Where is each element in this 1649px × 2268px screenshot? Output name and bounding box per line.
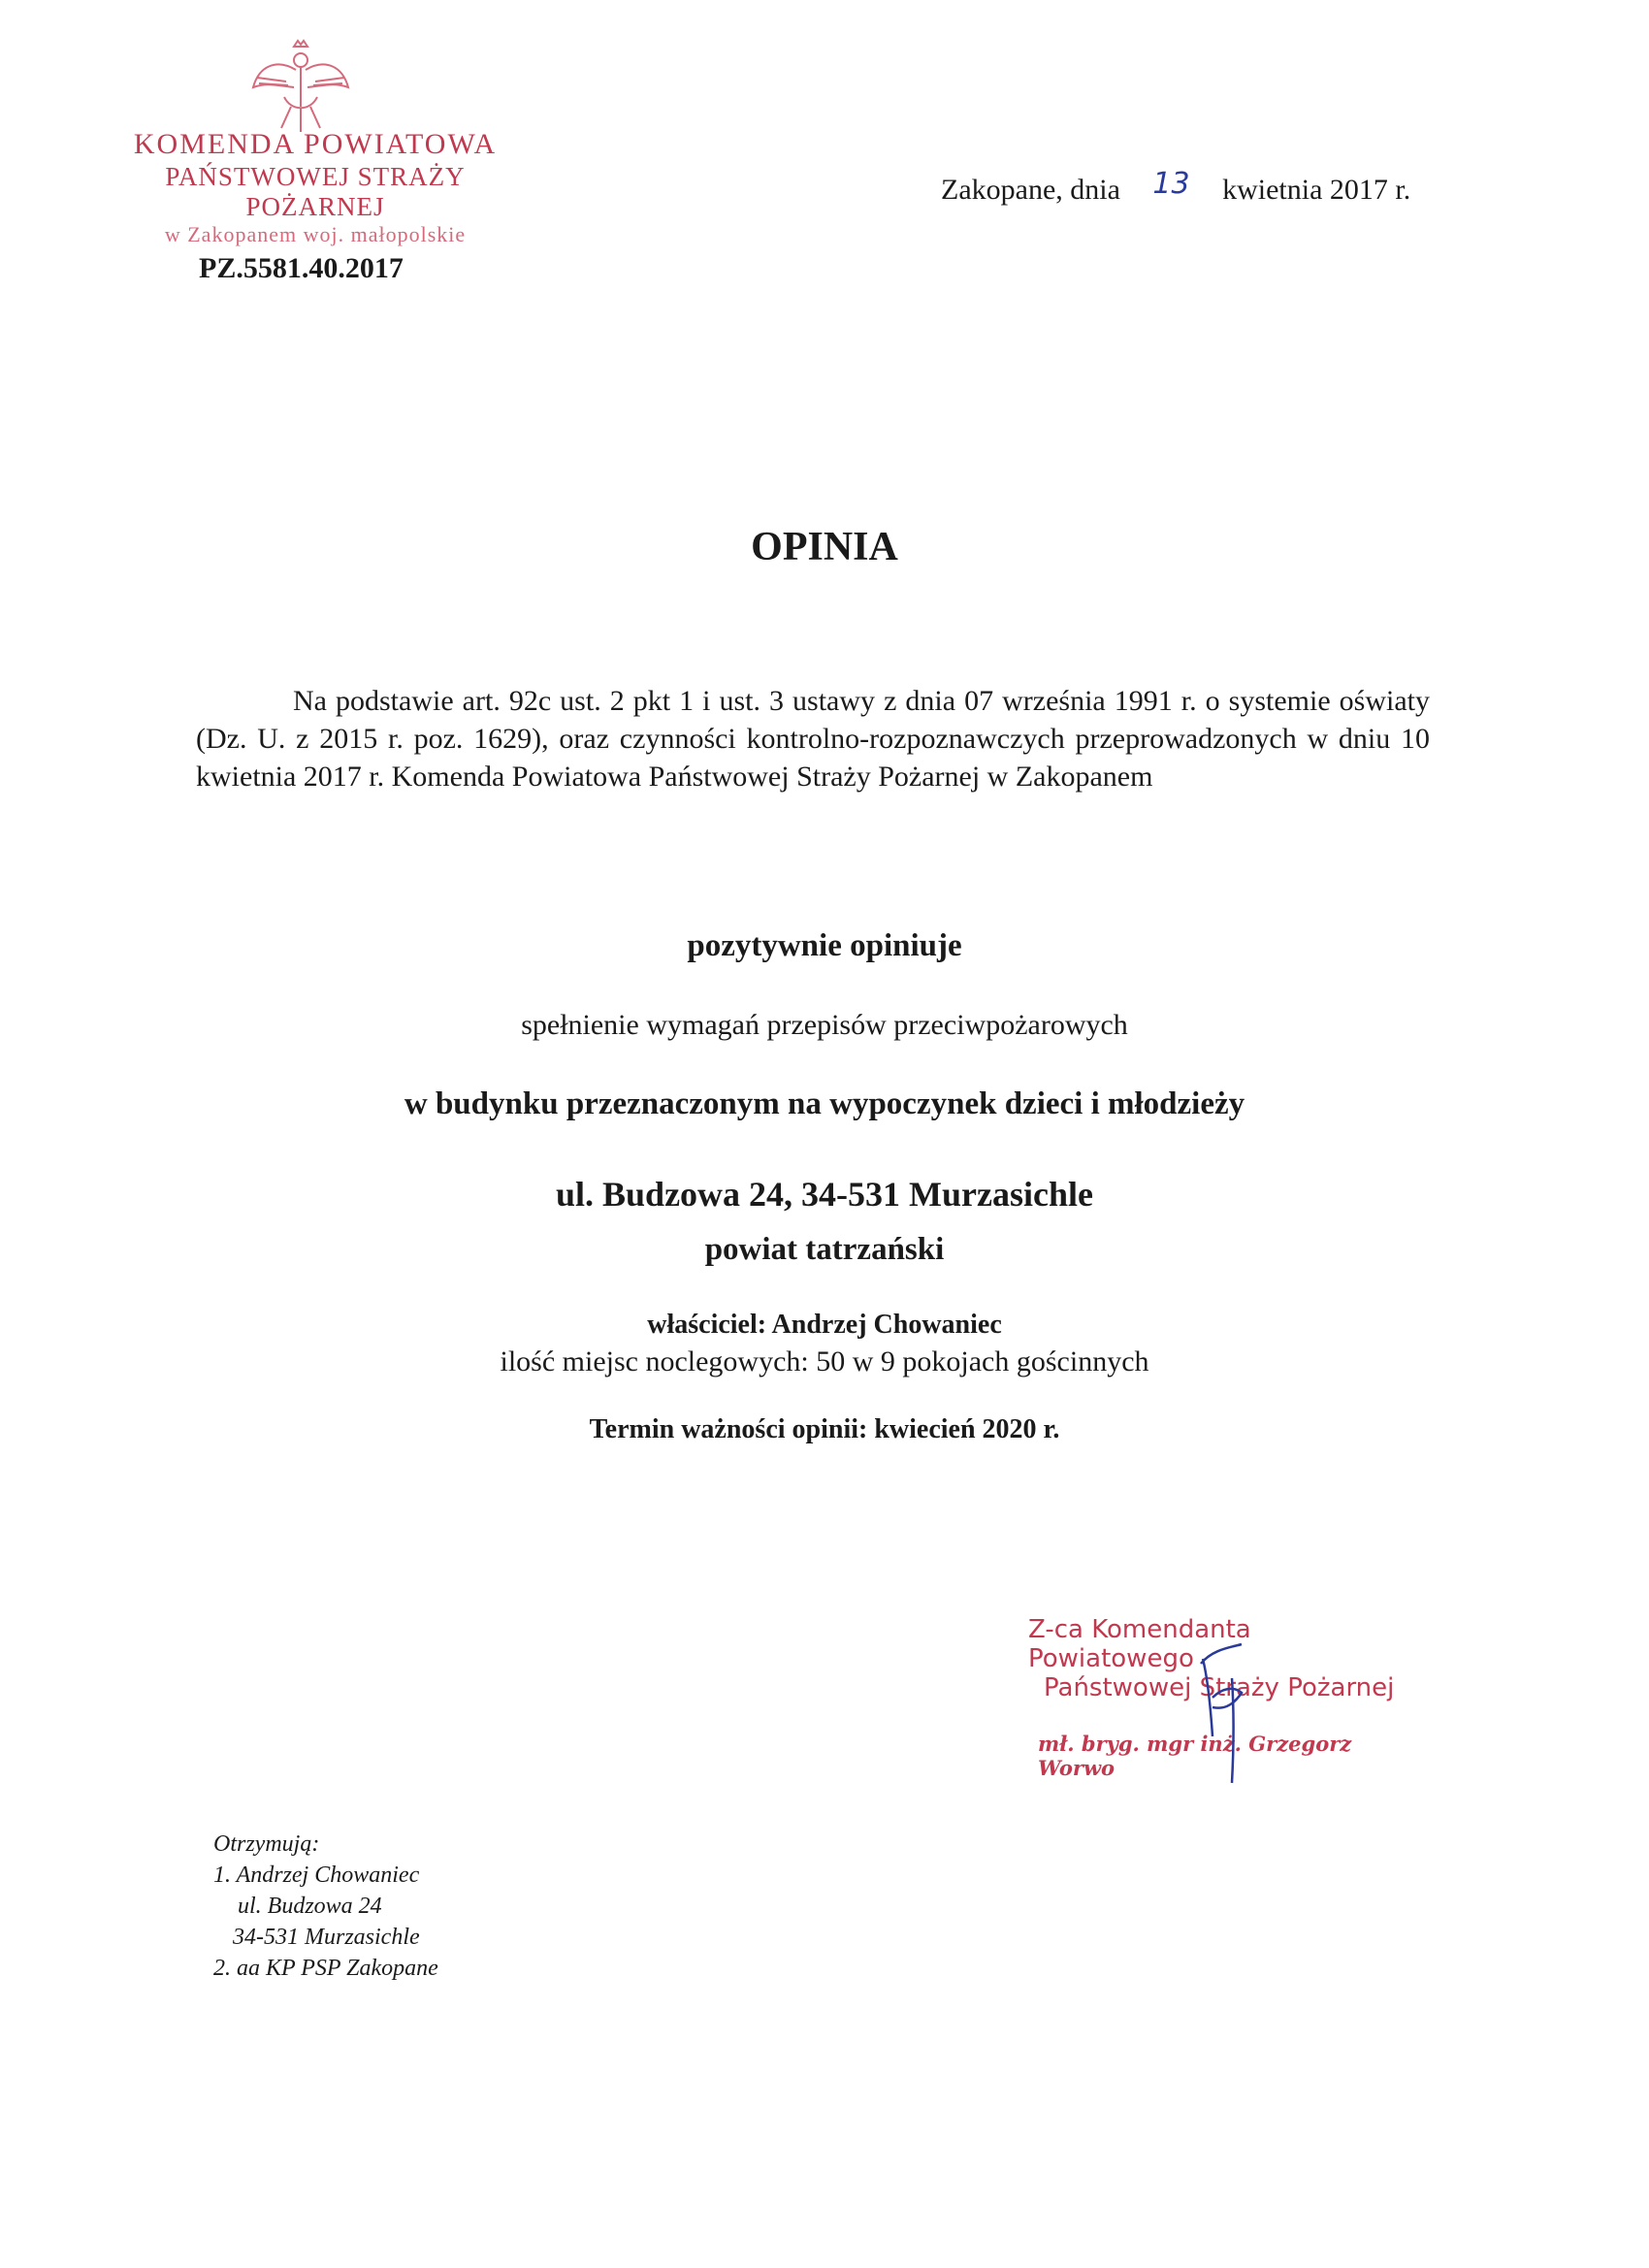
- reference-number: PZ.5581.40.2017: [199, 252, 404, 284]
- requirement-text: spełnienie wymagań przepisów przeciwpożarowych: [521, 1009, 1128, 1041]
- decision-text: pozytywnie opiniuje: [687, 928, 962, 963]
- date-suffix: kwietnia 2017 r.: [1222, 174, 1411, 206]
- address-text: ul. Budzowa 24, 34-531 Murzasichle: [556, 1175, 1093, 1214]
- signature-line-3: mł. bryg. mgr inż. Grzegorz Worwo: [1038, 1732, 1352, 1780]
- date-day-handwritten: 13: [1152, 167, 1190, 201]
- handwritten-signature: [1174, 1639, 1271, 1785]
- beds-text: ilość miejsc noclegowych: 50 w 9 pokojach gościnnych: [500, 1345, 1149, 1377]
- date-line: [941, 167, 1411, 207]
- recipients-list: [213, 1829, 438, 1984]
- eagle-emblem-icon: [247, 39, 354, 136]
- signature-line-1: Z-ca Komendanta Powiatowego: [1028, 1615, 1251, 1673]
- recipients-heading: Otrzymują:: [213, 1831, 320, 1857]
- signature-line-2: Państwowej Straży Pożarnej: [1044, 1673, 1395, 1702]
- building-text: w budynku przeznaczonym na wypoczynek dzieci i młodzieży: [404, 1086, 1245, 1121]
- recipient-line: ul. Budzowa 24: [238, 1894, 382, 1919]
- document-title: OPINIA: [751, 525, 898, 569]
- stamp-line-2: PAŃSTWOWEJ STRAŻY POŻARNEJ: [165, 161, 466, 221]
- stamp-line-3: w Zakopanem woj. małopolskie: [164, 221, 467, 246]
- validity-text: Termin ważności opinii: kwiecień 2020 r.: [589, 1414, 1060, 1444]
- stamp-line-1: KOMENDA POWIATOWA: [133, 128, 498, 160]
- office-stamp: [107, 128, 524, 246]
- owner-text: właściciel: Andrzej Chowaniec: [647, 1310, 1002, 1340]
- recipient-line: 1. Andrzej Chowaniec: [213, 1863, 420, 1888]
- legal-basis-paragraph: Na podstawie art. 92c ust. 2 pkt 1 i ust. 3 ustawy z dnia 07 września 1991 r. o systemie oświaty (Dz. U. z 2015 r. poz. 1629), oraz czynności kontrolno-rozpoznawczych przeprowadzonych w dniu 10 kwietnia 2017 r. Komenda Powiatowa Państwowej Straży Pożarnej w Zakopanem: [196, 685, 1430, 793]
- county-text: powiat tatrzański: [704, 1232, 945, 1267]
- date-prefix: Zakopane, dnia: [941, 174, 1120, 206]
- recipient-line: 2. aa KP PSP Zakopane: [213, 1956, 438, 1981]
- recipient-line: 34-531 Murzasichle: [233, 1925, 420, 1950]
